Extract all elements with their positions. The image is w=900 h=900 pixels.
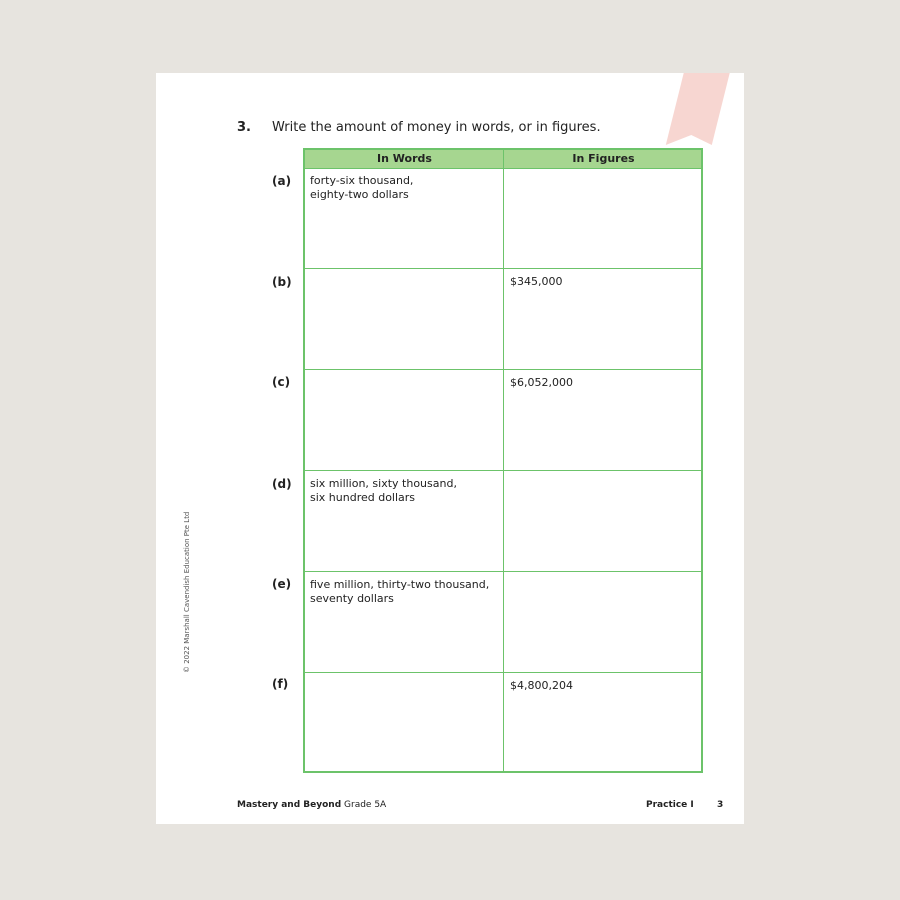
row-label-f: (f)	[272, 677, 289, 691]
footer-section: Practice I	[646, 800, 694, 810]
footer-series: Mastery and Beyond	[237, 800, 342, 810]
row-label-d: (d)	[272, 477, 292, 491]
words-cell[interactable]: six million, sixty thousand, six hundred dollars	[310, 477, 457, 504]
table-row	[305, 168, 701, 269]
table-row	[305, 370, 701, 471]
table-row	[305, 673, 701, 774]
figures-cell[interactable]: $345,000	[510, 275, 563, 288]
row-label-b: (b)	[272, 275, 292, 289]
figures-cell[interactable]: $6,052,000	[510, 376, 573, 389]
table-row	[305, 572, 701, 673]
page-number: 3	[717, 800, 724, 810]
question-number: 3.	[237, 120, 251, 135]
words-cell[interactable]: forty-six thousand, eighty-two dollars	[310, 174, 414, 201]
words-cell[interactable]: five million, thirty-two thousand, seventy dollars	[310, 578, 490, 605]
worksheet-page	[156, 73, 744, 824]
header-in-figures: In Figures	[572, 152, 635, 165]
figures-cell[interactable]: $4,800,204	[510, 679, 573, 692]
header-in-words: In Words	[377, 152, 432, 165]
copyright-note: © 2022 Marshall Cavendish Education Pte Ltd	[183, 511, 191, 673]
footer-grade: Grade 5A	[344, 800, 387, 810]
money-table	[303, 148, 703, 773]
row-label-a: (a)	[272, 174, 292, 188]
bookmark-ribbon-icon	[668, 73, 729, 135]
table-row	[305, 269, 701, 370]
question-text: Write the amount of money in words, or in figures.	[272, 120, 601, 135]
footer-title	[237, 800, 386, 810]
row-label-e: (e)	[272, 577, 292, 591]
row-label-c: (c)	[272, 375, 291, 389]
table-row	[305, 471, 701, 572]
